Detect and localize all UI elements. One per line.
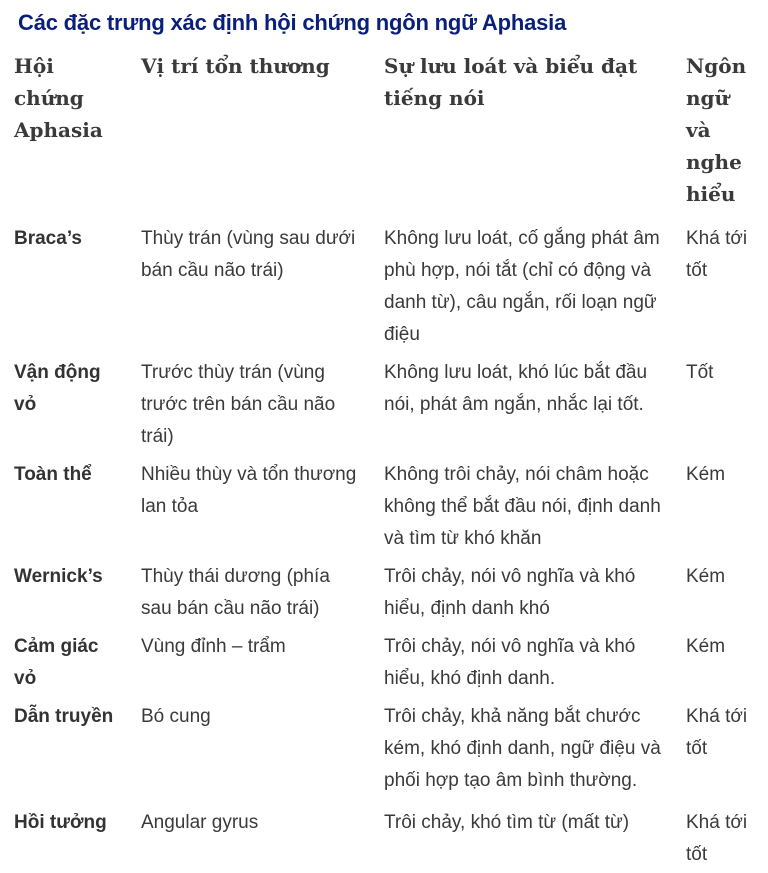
table-row [2, 216, 768, 353]
cell-fluency: Trôi chảy, nói vô nghĩa và khó hiểu, định danh khó [384, 566, 636, 619]
table-row [2, 455, 768, 557]
cell-lesion-location: Bó cung [141, 706, 211, 727]
table-header [2, 46, 768, 216]
cell-lesion-location: Angular gyrus [141, 812, 259, 833]
cell-fluency: Trôi chảy, khó tìm từ (mất từ) [384, 812, 630, 833]
table-row [2, 627, 768, 697]
cell-fluency: Trôi chảy, nói vô nghĩa và khó hiểu, khó định danh. [384, 636, 636, 689]
header-row [2, 46, 768, 216]
table-row [2, 697, 768, 803]
table-row [2, 557, 768, 627]
column-header-fluency: Sự lưu loát và biểu đạt tiếng nói [384, 54, 638, 110]
table-row [2, 803, 768, 873]
cell-fluency: Trôi chảy, khả năng bắt chước kém, khó định danh, ngữ điệu và phối hợp tạo âm bình thường. [384, 706, 661, 791]
cell-lesion-location: Vùng đỉnh – trẩm [141, 636, 286, 657]
cell-lesion-location: Trước thùy trán (vùng trước trên bán cầu não trái) [141, 362, 336, 447]
column-header-lesion-location: Vị trí tổn thương [141, 54, 330, 78]
table-row [2, 353, 768, 455]
cell-lesion-location: Thùy trán (vùng sau dưới bán cầu não trái) [141, 228, 356, 281]
cell-syndrome-name: Dẫn truyền [14, 706, 114, 727]
cell-syndrome-name: Wernick’s [14, 566, 103, 587]
cell-lesion-location: Thùy thái dương (phía sau bán cầu não trái) [141, 566, 330, 619]
cell-comprehension: Khá tới tốt [686, 706, 748, 759]
cell-fluency: Không trôi chảy, nói châm hoặc không thể bắt đầu nói, định danh và tìm từ khó khăn [384, 464, 661, 549]
cell-syndrome-name: Braca’s [14, 228, 82, 249]
cell-comprehension: Khá tới tốt [686, 228, 748, 281]
cell-comprehension: Kém [686, 636, 726, 657]
cell-comprehension: Kém [686, 566, 726, 587]
page-title: Các đặc trưng xác định hội chứng ngôn ngữ Aphasia [18, 10, 567, 35]
cell-comprehension: Kém [686, 464, 726, 485]
cell-comprehension: Khá tới tốt [686, 812, 748, 865]
table-body [2, 216, 768, 873]
cell-comprehension: Tốt [686, 362, 714, 383]
cell-fluency: Không lưu loát, cố gắng phát âm phù hợp, nói tắt (chỉ có động và danh từ), câu ngắn, rối loạn ngữ điệu [384, 228, 660, 345]
cell-syndrome-name: Vận động vỏ [14, 362, 101, 415]
cell-lesion-location: Nhiều thùy và tổn thương lan tỏa [141, 464, 357, 517]
cell-fluency: Không lưu loát, khó lúc bắt đầu nói, phát âm ngắn, nhắc lại tốt. [384, 362, 648, 415]
cell-syndrome-name: Hồi tưởng [14, 812, 107, 833]
column-header-comprehension: Ngôn ngữ và nghe hiểu [686, 54, 747, 206]
cell-syndrome-name: Toàn thể [14, 464, 92, 485]
column-header-syndrome: Hội chứng Aphasia [14, 54, 103, 142]
aphasia-table [2, 46, 768, 873]
cell-syndrome-name: Cảm giác vỏ [14, 636, 99, 689]
